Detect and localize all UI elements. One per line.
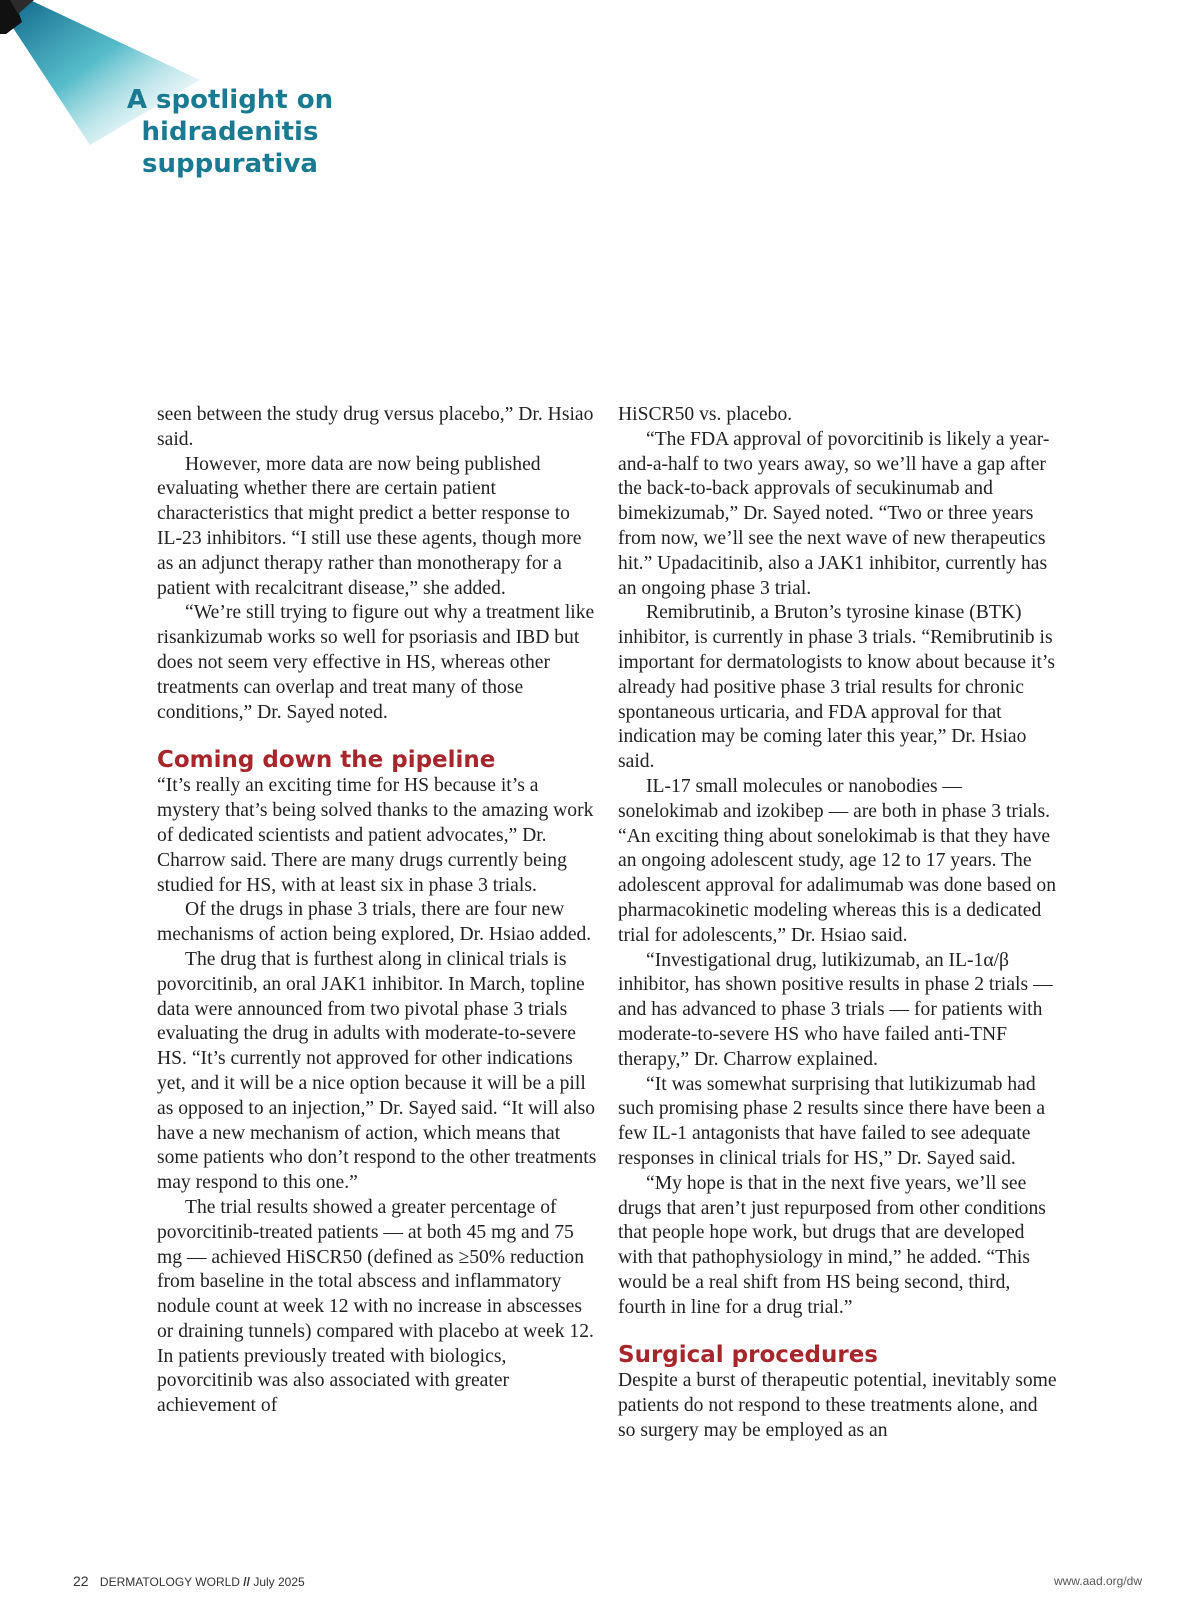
right-text-column [618,403,1058,1444]
body-paragraph: “We’re still trying to figure out why a treatment like risankizumab works so well for psoriasis and IBD but does not seem very effective in HS, whereas other treatments can overlap and treat many of those conditions,” Dr. Sayed noted. [157,602,595,723]
body-paragraph: The trial results showed a greater percentage of povorcitinib-treated patients — at both 45 mg and 75 mg — achieved HiSCR50 (defined as ≥50% reduction from baseline in the total abscess and inflammatory nodule count at week 12 with no increase in abscesses or draining tunnels) compared with placebo at week 12. In patients previously treated with biologics, povorcitinib was also associated with greater achievement of [157,1196,594,1417]
issue-date: July 2025 [253,1575,305,1589]
body-paragraph: IL-17 small molecules or nanobodies — sonelokimab and izokibep — are both in phase 3 trials. “An exciting thing about sonelokimab is that they have an ongoing adolescent study, age 12 to 17 years. The adolescent approval for adalimumab was done based on pharmacokinetic modeling whereas this is a dedicated trial for adolescents,” Dr. Hsiao said. [618,775,1056,946]
section-heading: Surgical procedures [618,1342,878,1369]
publication-name: DERMATOLOGY WORLD [99,1575,240,1589]
body-paragraph: The drug that is furthest along in clinical trials is povorcitinib, an oral JAK1 inhibitor. In March, topline data were announced from two pivotal phase 3 trials evaluating the drug in adults with moderate-to-severe HS. “It’s currently not approved for other indications yet, and it will be a nice option because it will be a pill as opposed to an injection,” Dr. Sayed said. “It will also have a new mechanism of action, which means that some patients who don’t respond to the other treatments may respond to this one.” [157,948,597,1194]
page-number: 22 [73,1573,89,1589]
body-paragraph: “It was somewhat surprising that lutikizumab had such promising phase 2 results since there have been a few IL-1 antagonists that have failed to see adequate responses in clinical trials for HS,” Dr. Sayed said. [618,1073,1046,1169]
section-heading: Coming down the pipeline [157,747,496,774]
body-paragraph: However, more data are now being published evaluating whether there are certain patient characteristics that might predict a better response to IL-23 inhibitors. “I still use these agents, though more as an adjunct therapy rather than monotherapy for a patient with recalcitrant disease,” she added. [157,453,582,599]
left-text-column [157,403,597,1419]
body-paragraph: “It’s really an exciting time for HS because it’s a mystery that’s being solved thanks to the amazing work of dedicated scientists and patient advocates,” Dr. Charrow said. There are many drugs currently being studied for HS, with at least six in phase 3 trials. [157,775,594,896]
body-paragraph: HiSCR50 vs. placebo. [618,404,793,425]
body-paragraph: Remibrutinib, a Bruton’s tyrosine kinase (BTK) inhibitor, is currently in phase 3 trials. “Remibrutinib is important for dermatologists to know about because it’s already had positive phase 3 trial results for chronic spontaneous urticaria, and FDA approval for that indication may be coming later this year,” Dr. Hsiao said. [618,602,1055,773]
body-paragraph: Of the drugs in phase 3 trials, there are four new mechanisms of action being explored, Dr. Hsiao added. [157,899,592,946]
body-paragraph: “My hope is that in the next five years, we’ll see drugs that aren’t just repurposed from other conditions that people hope work, but drugs that are developed with that pathophysiology in mind,” he added. “This would be a real shift from HS being second, third, fourth in line for a drug trial.” [618,1172,1046,1318]
body-paragraph: Despite a burst of therapeutic potential, inevitably some patients do not respond to these treatments alone, and so surgery may be employed as an [618,1370,1057,1442]
body-paragraph: seen between the study drug versus placebo,” Dr. Hsiao said. [157,404,594,450]
section-kicker-title: A spotlight on hidradenitis suppurativa [126,85,334,179]
body-paragraph: “The FDA approval of povorcitinib is likely a year-and-a-half to two years away, so we’ll have a gap after the back-to-back approvals of secukinumab and bimekizumab,” Dr. Sayed noted. “Two or three years from now, we’ll see the next wave of new therapeutics hit.” Upadacitinib, also a JAK1 inhibitor, currently has an ongoing phase 3 trial. [618,428,1050,599]
footer-separator: // [243,1575,250,1589]
body-paragraph: “Investigational drug, lutikizumab, an IL-1α/β inhibitor, has shown positive results in phase 2 trials — and has advanced to phase 3 trials — for patients with moderate-to-severe HS who have failed anti-TNF therapy,” Dr. Charrow explained. [618,949,1053,1070]
footer-url: www.aad.org/dw [1053,1574,1142,1588]
page-footer [73,1573,305,1589]
